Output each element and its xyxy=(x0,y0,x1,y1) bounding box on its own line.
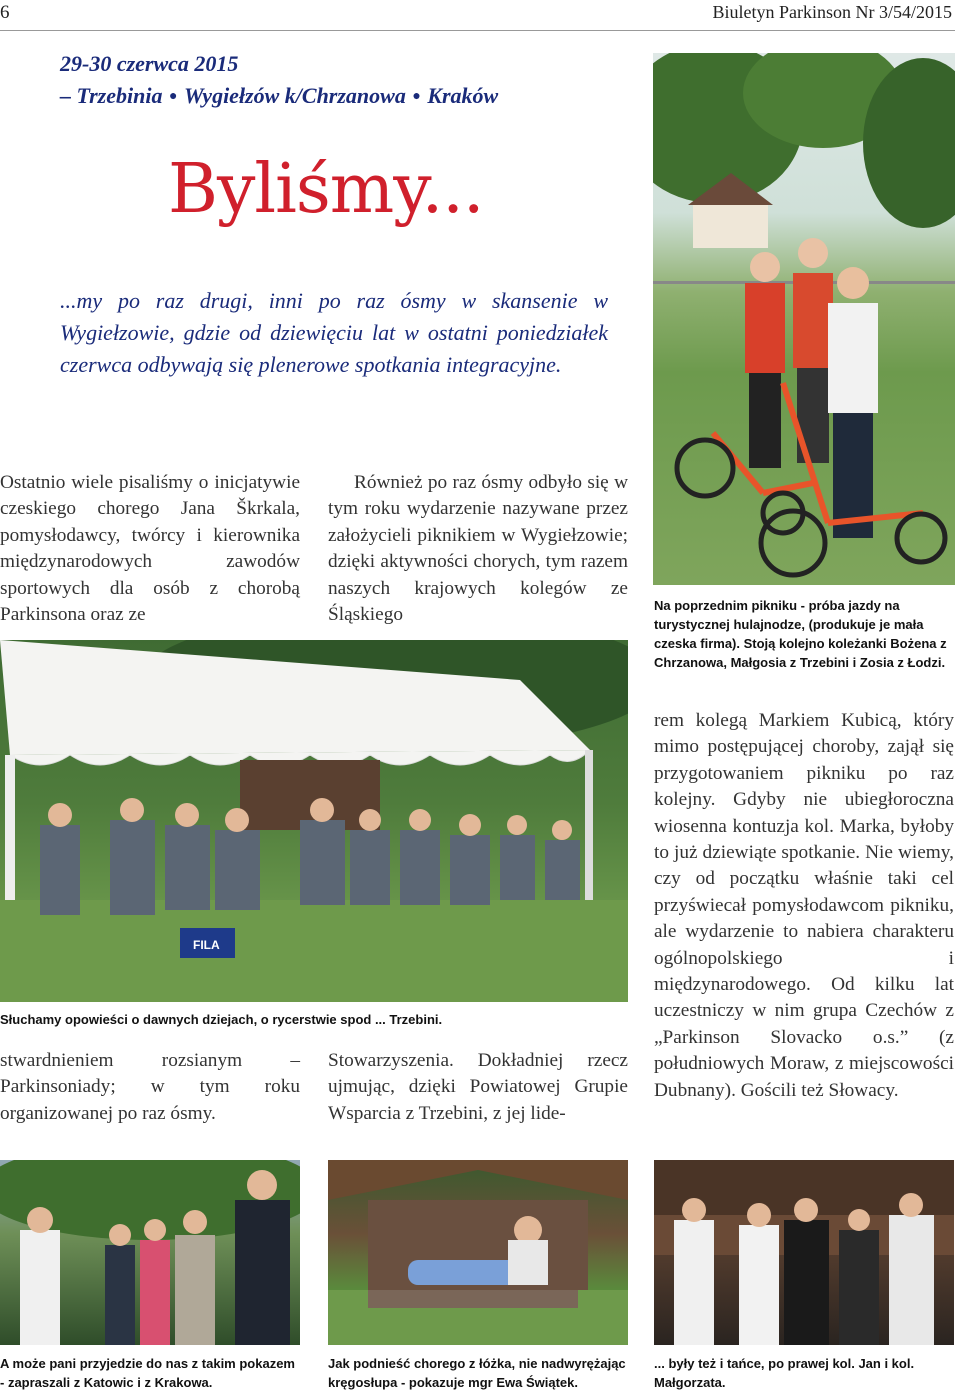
journal-title: Biuletyn Parkinson Nr 3/54/2015 xyxy=(712,2,952,22)
caption-bed: Jak podnieść chorego z łóżka, nie nadwyrężając kręgosłupa - pokazuje mgr Ewa Świątek. xyxy=(328,1356,626,1390)
column-2-top xyxy=(328,470,628,628)
event-date: 29-30 czerwca 2015 xyxy=(60,51,239,76)
page-number: 6 xyxy=(0,2,10,23)
event-places xyxy=(60,80,498,116)
column-2-bottom xyxy=(328,1048,628,1127)
article-text: Również po raz ósmy odbyło się w tym roku wydarzenie nazywane przez założycieli piknikiem w Wygiełzowie; dzięki aktywności chorych, tym razem naszych krajowych kolegów ze Śląskiego xyxy=(328,472,628,626)
photo-scooters-illustration xyxy=(653,53,955,585)
article-text: Ostatnio wiele pisaliśmy o inicjatywie czeskiego chorego Jana Škrkala, pomysłodawcy, twórcy i kierownika międzynarodowych zawodów sportowych dla osób z chorobą Parkinsona oraz ze xyxy=(0,472,300,626)
lead-paragraph: ...my po raz drugi, inni po raz ósmy w skansenie w Wygiełzowie, gdzie od dziewięciu lat w ostatni poniedziałek czerwca odbywają się plenerowe spotkania integracyjne. xyxy=(60,288,608,377)
place-3: Kraków xyxy=(427,83,499,108)
photo-dance xyxy=(654,1160,954,1345)
photo-show-illustration xyxy=(0,1160,300,1345)
photo-dance-illustration xyxy=(654,1160,954,1345)
header-rule xyxy=(0,30,955,31)
photo-scooters xyxy=(653,53,955,585)
photo-bed-illustration xyxy=(328,1160,628,1345)
bullet-icon: ● xyxy=(408,89,425,104)
bag-logo-text: FILA xyxy=(193,938,220,952)
place-1: – Trzebinia xyxy=(60,83,163,108)
bullet-icon: ● xyxy=(165,89,181,104)
headline: Byliśmy... xyxy=(168,150,484,229)
photo-show xyxy=(0,1160,300,1345)
column-3 xyxy=(654,708,954,1104)
caption-show: A może pani przyjedzie do nas z takim pokazem - zapraszali z Katowic i z Krakowa. xyxy=(0,1356,295,1390)
column-1-bottom xyxy=(0,1048,300,1127)
photo-tent xyxy=(0,640,628,1002)
article-text: rem kolegą Markiem Kubicą, który mimo postępującej choroby, zajął się przygotowaniem pikniku po raz kolejny. Gdyby nie ubiegłoroczna wiosenna kontuzja kol. Marka, byłoby to już dziewiąte spotkanie. Nie wiemy, czy od początku właśnie taki cel przyświecał pomysłodawcom pikniku, ale wydarzenie to nabiera charakteru ogólnopolskiego i międzynarodowego. Od kilku lat uczestniczy w nim grupa Czechów z „Parkinson Slovacko o.s.” (z południowych Moraw, z miejscowości Dubnany). Gościli też Słowacy. xyxy=(654,710,954,1101)
article-text: Stowarzyszenia. Dokładniej rzecz ujmując, dzięki Powiatowej Grupie Wsparcia z Trzebini, z jej lide- xyxy=(328,1050,628,1124)
column-1-top xyxy=(0,470,300,628)
photo-tent-illustration xyxy=(0,640,628,1002)
caption-tent: Słuchamy opowieści o dawnych dziejach, o rycerstwie spod ... Trzebini. xyxy=(0,1012,443,1027)
article-text: stwardnieniem rozsianym – Parkinsoniady; w tym roku organizowanej po raz ósmy. xyxy=(0,1050,300,1124)
place-2: Wygiełzów k/Chrzanowa xyxy=(183,83,406,108)
caption-dance: ... były też i tańce, po prawej kol. Jan i kol. Małgorzata. xyxy=(654,1356,915,1390)
dateline xyxy=(60,48,498,116)
caption-scooters: Na poprzednim pikniku - próba jazdy na turystycznej hulajnodze, (produkuje je mała czeska firma). Stoją kolejno koleżanki Bożena z Chrzanowa, Małgosia z Trzebini i Zosia z Łodzi. xyxy=(654,598,947,670)
photo-bed xyxy=(328,1160,628,1345)
